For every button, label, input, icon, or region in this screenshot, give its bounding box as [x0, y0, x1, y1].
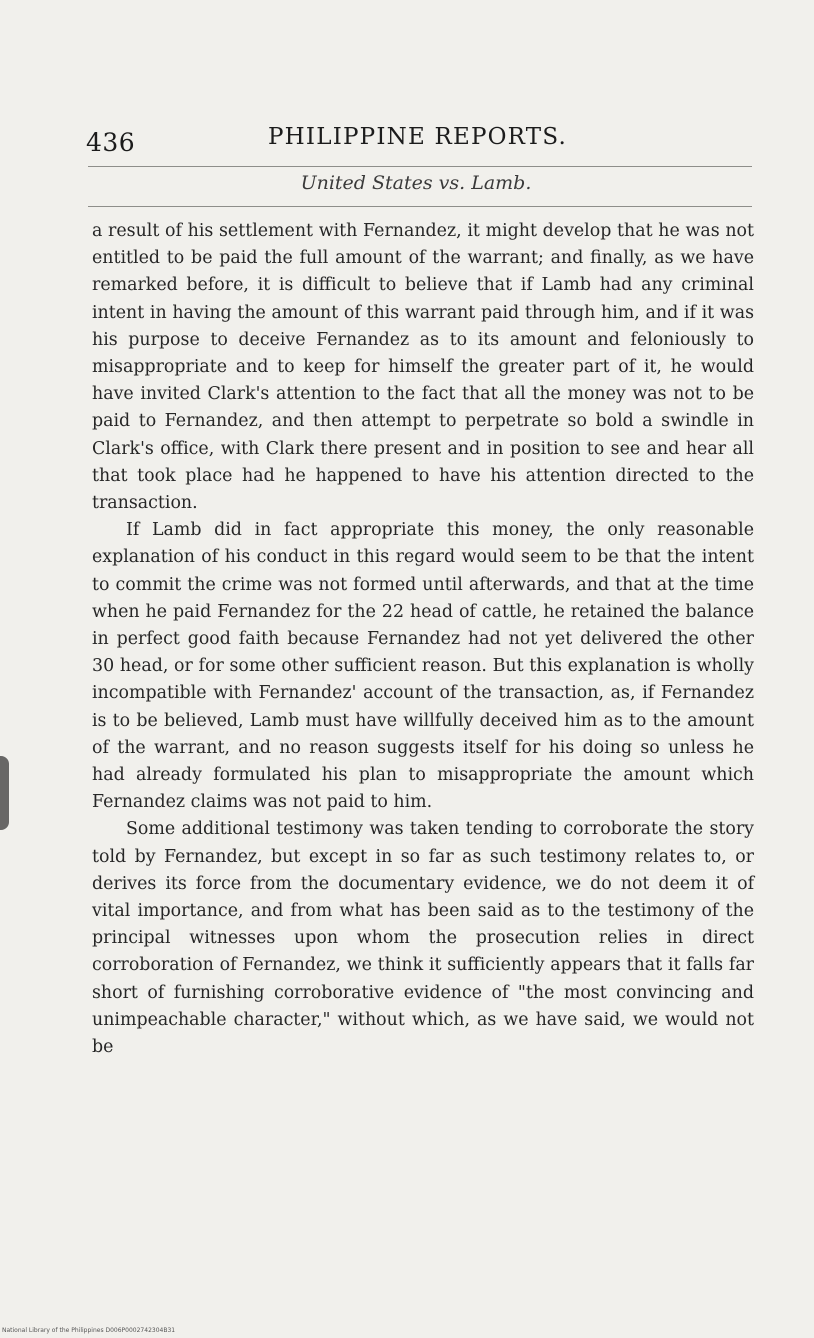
paragraph: If Lamb did in fact appropriate this money, the only reasonable explanation of his conduct in this regard would seem to be that the intent to commit the crime was not formed until afterwards, and that at the time when he paid Fernandez for the 22 head of cattle, he retained the balance in perfect good faith because Fernandez had not yet delivered the other 30 head, or for some other sufficient reason. But this explanation is wholly incompatible with Fernandez' account of the transaction, as, if Fernandez is to be believed, Lamb must have willfully deceived him as to the amount of the warrant, and no reason suggests itself for his doing so unless he had already formulated his plan to misappropriate the amount which Fernandez claims was not paid to him.: [92, 520, 754, 813]
body-text: [92, 218, 754, 1061]
page-number: 436: [86, 128, 136, 157]
footer-credit: National Library of the Philippines D006P0002742304B31: [2, 1327, 176, 1334]
scan-edge-mark: [0, 756, 9, 830]
header-rule-top: [88, 166, 752, 167]
case-title: United States vs. Lamb.: [300, 172, 532, 194]
paragraph-continued: a result of his settlement with Fernandez, it might develop that he was not entitled to be paid the full amount of the warrant; and finally, as we have remarked before, it is difficult to believe that if Lamb had any criminal intent in having the amount of this warrant paid through him, and if it was his purpose to deceive Fernandez as to its amount and feloniously to misappropriate and to keep for himself the greater part of it, he would have invited Clark's attention to the fact that all the money was not to be paid to Fernandez, and then attempt to perpetrate so bold a swindle in Clark's office, with Clark there present and in position to see and hear all that took place had he happened to have his attention directed to the transaction.: [92, 221, 754, 514]
running-head: PHILIPPINE REPORTS.: [268, 124, 567, 150]
header-rule-bottom: [88, 206, 752, 207]
paragraph: Some additional testimony was taken tending to corroborate the story told by Fernandez, but except in so far as such testimony relates to, or derives its force from the documentary evidence, we do not deem it of vital importance, and from what has been said as to the testimony of the principal witnesses upon whom the prosecution relies in direct corroboration of Fernandez, we think it sufficiently appears that it falls far short of furnishing corroborative evidence of "the most convincing and unimpeachable character," without which, as we have said, we would not be: [92, 819, 754, 1058]
